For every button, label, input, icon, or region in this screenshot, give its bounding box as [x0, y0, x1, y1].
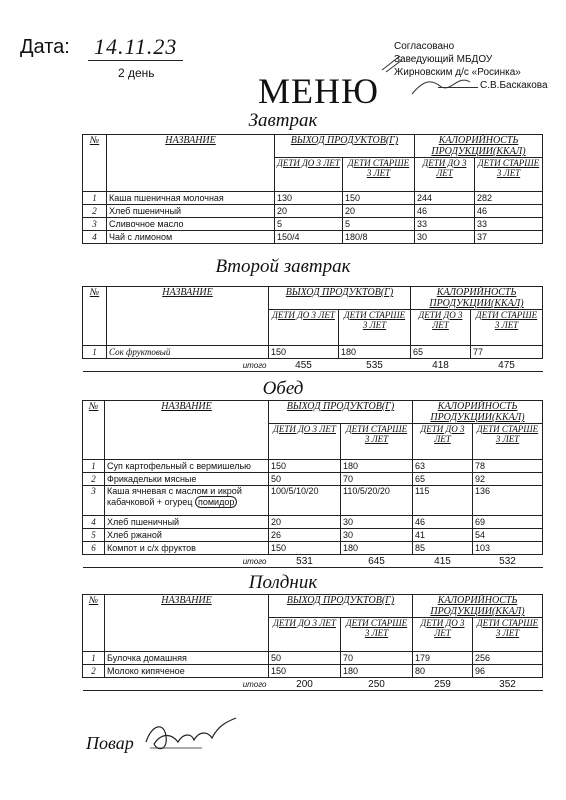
col-name: НАЗВАНИЕ	[107, 287, 269, 346]
col-over3: ДЕТИ СТАРШЕ 3 ЛЕТ	[341, 424, 413, 460]
col-under3: ДЕТИ ДО 3 ЛЕТ	[413, 618, 473, 652]
cook-label: Повар	[86, 733, 134, 753]
cal-over3: 136	[473, 486, 543, 516]
date-value: 14.11.23	[88, 34, 183, 61]
dish-name: Сливочное масло	[107, 218, 275, 231]
dish-name: Суп картофельный с вермишелью	[105, 460, 269, 473]
dish-name: Каша пшеничная молочная	[107, 192, 275, 205]
col-calories: КАЛОРИЙНОСТЬ ПРОДУКЦИИ(ККАЛ)	[415, 135, 543, 158]
approval-line-2: Заведующий МБДОУ	[394, 54, 493, 65]
cal-under3: 30	[415, 231, 475, 244]
dish-name: Компот и с/х фруктов	[105, 542, 269, 555]
table-row	[83, 460, 543, 473]
row-num: 1	[83, 346, 107, 359]
output-over3: 20	[343, 205, 415, 218]
table-row	[83, 529, 543, 542]
section-title-breakfast: Завтрак	[248, 110, 318, 131]
cal-over3: 256	[473, 652, 543, 665]
total-row	[83, 359, 543, 372]
section-title-second-breakfast: Второй завтрак	[215, 256, 351, 277]
cook-signature-icon	[142, 712, 242, 756]
total-output-under3: 200	[269, 678, 341, 691]
col-over3: ДЕТИ СТАРШЕ 3 ЛЕТ	[343, 158, 415, 192]
col-over3: ДЕТИ СТАРШЕ 3 ЛЕТ	[473, 424, 543, 460]
cal-under3: 46	[413, 516, 473, 529]
table-row	[83, 516, 543, 529]
table-row	[83, 192, 543, 205]
row-num: 5	[83, 529, 105, 542]
page-title: МЕНЮ	[258, 71, 379, 111]
total-label: итого	[105, 678, 269, 691]
col-num: №	[83, 287, 107, 346]
col-over3: ДЕТИ СТАРШЕ 3 ЛЕТ	[475, 158, 543, 192]
total-output-over3: 645	[341, 555, 413, 568]
col-name: НАЗВАНИЕ	[105, 595, 269, 652]
output-over3: 30	[341, 516, 413, 529]
row-num: 1	[83, 652, 105, 665]
output-over3: 110/5/20/20	[341, 486, 413, 516]
cal-over3: 37	[475, 231, 543, 244]
cal-under3: 33	[415, 218, 475, 231]
cal-over3: 96	[473, 665, 543, 678]
total-cal-over3: 352	[473, 678, 543, 691]
dish-name: Хлеб ржаной	[105, 529, 269, 542]
day-label: 2 день	[118, 66, 155, 80]
output-under3: 100/5/10/20	[269, 486, 341, 516]
col-under3: ДЕТИ ДО 3 ЛЕТ	[269, 618, 341, 652]
output-under3: 150	[269, 460, 341, 473]
total-cal-over3: 475	[471, 359, 543, 372]
output-over3: 70	[341, 652, 413, 665]
output-over3: 70	[341, 473, 413, 486]
output-under3: 150	[269, 346, 339, 359]
row-num: 6	[83, 542, 105, 555]
output-under3: 5	[275, 218, 343, 231]
col-under3: ДЕТИ ДО 3 ЛЕТ	[275, 158, 343, 192]
snack-table	[82, 594, 543, 691]
cal-over3: 78	[473, 460, 543, 473]
dish-name-circled: помидор	[195, 496, 237, 508]
section-title-snack: Полдник	[248, 572, 318, 593]
col-over3: ДЕТИ СТАРШЕ 3 ЛЕТ	[473, 618, 543, 652]
cal-under3: 63	[413, 460, 473, 473]
output-under3: 26	[269, 529, 341, 542]
row-num: 2	[83, 665, 105, 678]
col-under3: ДЕТИ ДО 3 ЛЕТ	[415, 158, 475, 192]
total-cal-under3: 415	[413, 555, 473, 568]
total-output-over3: 250	[341, 678, 413, 691]
col-under3: ДЕТИ ДО 3 ЛЕТ	[269, 310, 339, 346]
lunch-table	[82, 400, 543, 568]
col-over3: ДЕТИ СТАРШЕ 3 ЛЕТ	[471, 310, 543, 346]
output-over3: 180/8	[343, 231, 415, 244]
total-cal-over3: 532	[473, 555, 543, 568]
output-under3: 150	[269, 665, 341, 678]
row-num: 1	[83, 192, 107, 205]
dish-name: Фрикадельки мясные	[105, 473, 269, 486]
table-row	[83, 542, 543, 555]
output-under3: 50	[269, 473, 341, 486]
output-over3: 30	[341, 529, 413, 542]
row-num: 4	[83, 516, 105, 529]
total-output-over3: 535	[339, 359, 411, 372]
cal-over3: 103	[473, 542, 543, 555]
col-output: ВЫХОД ПРОДУКТОВ(Г)	[269, 287, 411, 310]
dish-name: Сок фруктовый	[107, 346, 269, 359]
output-under3: 20	[275, 205, 343, 218]
col-under3: ДЕТИ ДО 3 ЛЕТ	[269, 424, 341, 460]
table-row	[83, 652, 543, 665]
col-calories: КАЛОРИЙНОСТЬ ПРОДУКЦИИ(ККАЛ)	[413, 595, 543, 618]
total-row	[83, 555, 543, 568]
breakfast-table	[82, 134, 543, 244]
second-breakfast-table	[82, 286, 543, 372]
col-calories: КАЛОРИЙНОСТЬ ПРОДУКЦИИ(ККАЛ)	[411, 287, 543, 310]
dish-name	[105, 486, 269, 516]
cal-under3: 65	[411, 346, 471, 359]
total-output-under3: 531	[269, 555, 341, 568]
col-output: ВЫХОД ПРОДУКТОВ(Г)	[275, 135, 415, 158]
row-num: 4	[83, 231, 107, 244]
col-under3: ДЕТИ ДО 3 ЛЕТ	[411, 310, 471, 346]
dish-name: Хлеб пшеничный	[107, 205, 275, 218]
cal-under3: 244	[415, 192, 475, 205]
total-row	[83, 678, 543, 691]
table-row	[83, 346, 543, 359]
output-under3: 130	[275, 192, 343, 205]
row-num: 2	[83, 473, 105, 486]
total-cal-under3: 259	[413, 678, 473, 691]
row-num: 1	[83, 460, 105, 473]
row-num: 2	[83, 205, 107, 218]
output-over3: 150	[343, 192, 415, 205]
manager-signature-icon	[410, 68, 490, 98]
approval-line-3: Жирновским д/с «Росинка»	[394, 67, 521, 78]
dish-name: Булочка домашняя	[105, 652, 269, 665]
output-under3: 150	[269, 542, 341, 555]
cal-under3: 115	[413, 486, 473, 516]
table-row	[83, 665, 543, 678]
output-over3: 180	[341, 460, 413, 473]
cal-under3: 65	[413, 473, 473, 486]
cal-over3: 46	[475, 205, 543, 218]
cal-over3: 33	[475, 218, 543, 231]
row-num: 3	[83, 486, 105, 516]
cal-under3: 179	[413, 652, 473, 665]
dish-name-line2: кабачковой + огурец	[107, 497, 193, 507]
table-row	[83, 205, 543, 218]
col-num: №	[83, 401, 105, 460]
output-over3: 180	[341, 542, 413, 555]
cal-under3: 85	[413, 542, 473, 555]
dish-name: Хлеб пшеничный	[105, 516, 269, 529]
dish-name: Чай с лимоном	[107, 231, 275, 244]
dish-name: Молоко кипяченое	[105, 665, 269, 678]
col-name: НАЗВАНИЕ	[107, 135, 275, 192]
output-under3: 50	[269, 652, 341, 665]
total-label: итого	[107, 359, 269, 372]
col-num: №	[83, 135, 107, 192]
approval-line-1: Согласовано	[394, 41, 455, 52]
cal-over3: 282	[475, 192, 543, 205]
section-title-lunch: Обед	[262, 378, 304, 399]
table-row	[83, 486, 543, 516]
cal-over3: 69	[473, 516, 543, 529]
cal-over3: 77	[471, 346, 543, 359]
col-over3: ДЕТИ СТАРШЕ 3 ЛЕТ	[341, 618, 413, 652]
col-num: №	[83, 595, 105, 652]
output-over3: 5	[343, 218, 415, 231]
dish-name-line1: Каша ячневая с маслом и икрой	[107, 486, 242, 496]
table-row	[83, 473, 543, 486]
table-row	[83, 218, 543, 231]
total-cal-under3: 418	[411, 359, 471, 372]
output-under3: 150/4	[275, 231, 343, 244]
col-over3: ДЕТИ СТАРШЕ 3 ЛЕТ	[339, 310, 411, 346]
output-under3: 20	[269, 516, 341, 529]
col-output: ВЫХОД ПРОДУКТОВ(Г)	[269, 595, 413, 618]
cal-over3: 54	[473, 529, 543, 542]
cal-over3: 92	[473, 473, 543, 486]
cal-under3: 80	[413, 665, 473, 678]
output-over3: 180	[341, 665, 413, 678]
col-output: ВЫХОД ПРОДУКТОВ(Г)	[269, 401, 413, 424]
col-calories: КАЛОРИЙНОСТЬ ПРОДУКЦИИ(ККАЛ)	[413, 401, 543, 424]
output-over3: 180	[339, 346, 411, 359]
row-num: 3	[83, 218, 107, 231]
col-under3: ДЕТИ ДО 3 ЛЕТ	[413, 424, 473, 460]
cal-under3: 46	[415, 205, 475, 218]
total-output-under3: 455	[269, 359, 339, 372]
total-label: итого	[105, 555, 269, 568]
col-name: НАЗВАНИЕ	[105, 401, 269, 460]
table-row	[83, 231, 543, 244]
cal-under3: 41	[413, 529, 473, 542]
approval-line-4: С.В.Баскакова	[480, 80, 548, 91]
date-label: Дата:	[20, 36, 70, 58]
